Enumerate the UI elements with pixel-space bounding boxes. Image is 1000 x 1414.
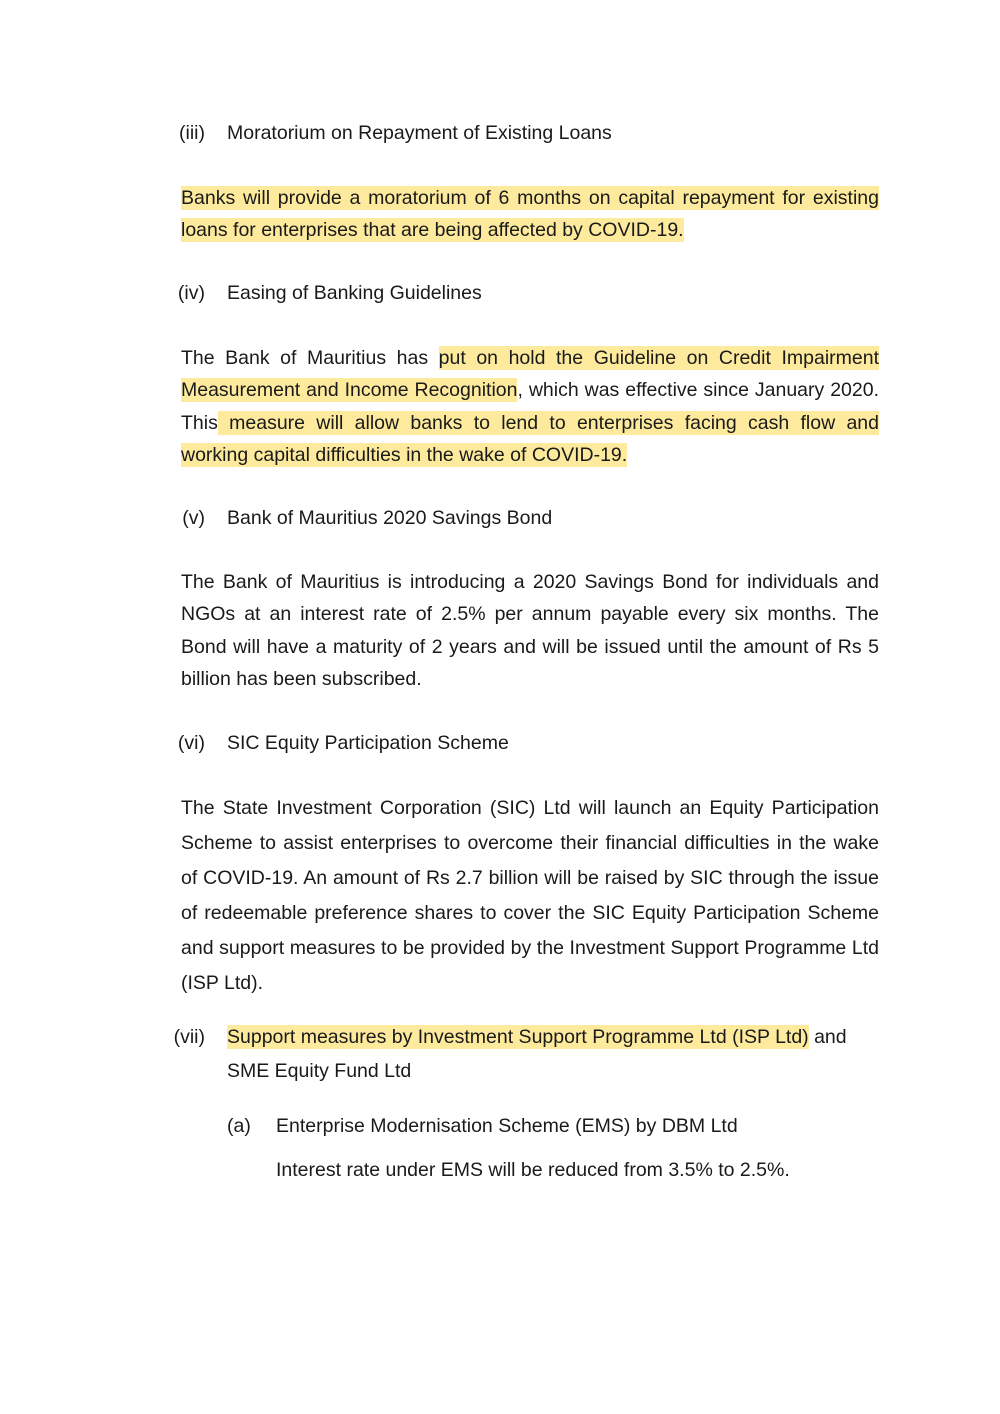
section-number: (vii) — [173, 1026, 205, 1048]
section-paragraph: The Bank of Mauritius is introducing a 2020 Savings Bond for individuals and NGOs at an interest rate of 2.5% per annum payable every six months. The Bond will have a maturity of 2 years and will be issued until the amount of Rs 5 billion has been subscribed. — [181, 571, 879, 691]
section-paragraph — [181, 342, 879, 472]
highlighted-text: put on hold the Guideline on Credit Impairment Measurement and Income Recognition — [181, 347, 879, 402]
section-paragraph — [181, 182, 879, 247]
paragraph-text: , which was effective since January 2020. This — [181, 379, 879, 434]
paragraph-text: The Bank of Mauritius has — [181, 347, 439, 369]
subsection-heading: Enterprise Modernisation Scheme (EMS) by DBM Ltd — [276, 1115, 738, 1137]
section-number: (iv) — [177, 282, 205, 304]
section-number: (vi) — [177, 732, 205, 754]
highlighted-text: Support measures by Investment Support Programme Ltd (ISP Ltd) — [227, 1026, 809, 1048]
section-paragraph: The State Investment Corporation (SIC) Ltd will launch an Equity Participation Scheme to assist enterprises to overcome their financial difficulties in the wake of COVID-19. An amount of Rs 2.7 billion will be raised by SIC through the issue of redeemable preference shares to cover the SIC Equity Participation Scheme and support measures to be provided by the Investment Support Programme Ltd (ISP Ltd). — [181, 797, 879, 994]
subsection-number: (a) — [227, 1115, 251, 1137]
section-number: (v) — [182, 507, 205, 529]
subsection-text: Interest rate under EMS will be reduced from 3.5% to 2.5%. — [276, 1159, 790, 1181]
section-heading — [227, 1020, 879, 1088]
section-heading: SIC Equity Participation Scheme — [227, 732, 509, 754]
section-heading: Easing of Banking Guidelines — [227, 282, 482, 304]
section-heading: Bank of Mauritius 2020 Savings Bond — [227, 507, 553, 529]
section-heading: Moratorium on Repayment of Existing Loans — [227, 122, 612, 144]
highlighted-text: Banks will provide a moratorium of 6 months on capital repayment for existing loans for enterprises that are being affected by COVID-19. — [181, 187, 879, 242]
section-number: (iii) — [179, 122, 205, 144]
heading-text: and SME Equity Fund Ltd — [227, 1026, 847, 1082]
highlighted-text: measure will allow banks to lend to enterprises facing cash flow and working capital difficulties in the wake of COVID-19. — [181, 411, 879, 467]
